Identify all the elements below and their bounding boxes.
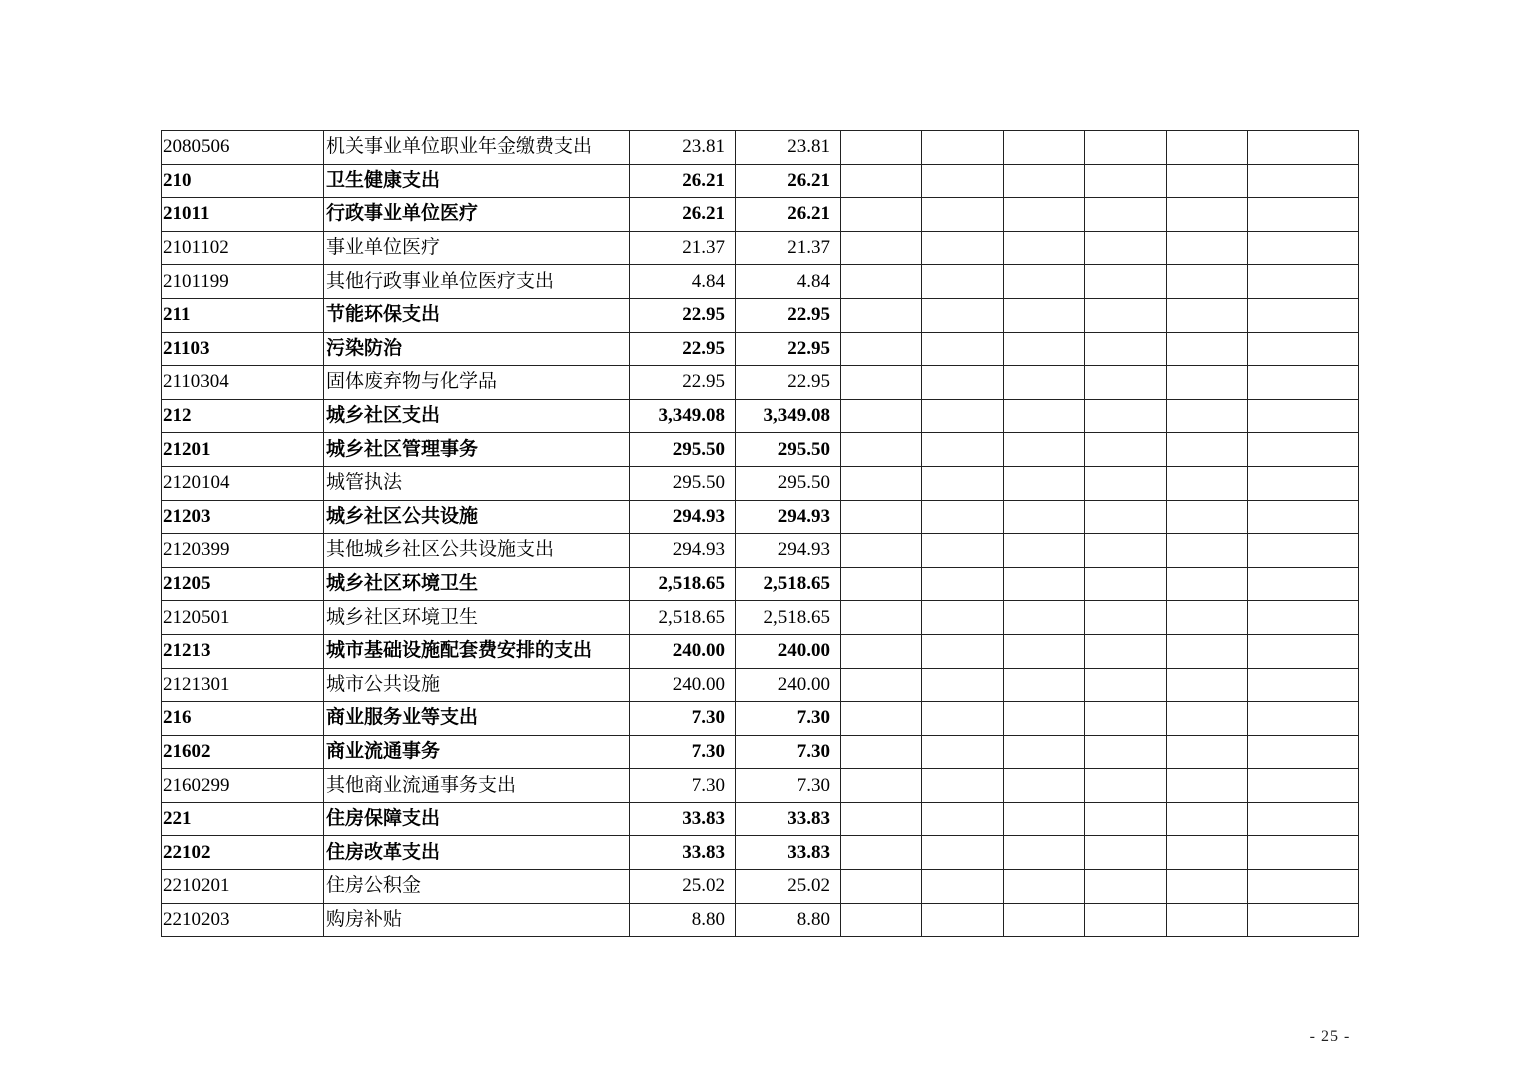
cell-basic-amount: 22.95 (736, 298, 841, 332)
cell-empty (841, 131, 922, 165)
cell-item-name: 城乡社区公共设施 (324, 500, 630, 534)
cell-total-amount: 26.21 (630, 164, 736, 198)
cell-empty (1085, 399, 1167, 433)
cell-empty (1248, 634, 1359, 668)
cell-function-code: 2210201 (162, 870, 324, 904)
cell-empty (1004, 399, 1085, 433)
table-body (162, 131, 1359, 937)
cell-item-name: 城乡社区环境卫生 (324, 601, 630, 635)
cell-total-amount: 294.93 (630, 534, 736, 568)
cell-empty (841, 265, 922, 299)
cell-empty (841, 634, 922, 668)
cell-empty (922, 231, 1004, 265)
cell-empty (1248, 500, 1359, 534)
cell-function-code: 2121301 (162, 668, 324, 702)
cell-total-amount: 294.93 (630, 500, 736, 534)
cell-empty (1167, 164, 1248, 198)
cell-empty (1167, 366, 1248, 400)
table-row (162, 601, 1359, 635)
cell-empty (1167, 332, 1248, 366)
cell-empty (1248, 399, 1359, 433)
cell-empty (1248, 198, 1359, 232)
cell-basic-amount: 295.50 (736, 466, 841, 500)
cell-empty (1248, 769, 1359, 803)
cell-item-name: 城市基础设施配套费安排的支出 (324, 634, 630, 668)
cell-empty (1004, 668, 1085, 702)
cell-empty (922, 634, 1004, 668)
table-row (162, 668, 1359, 702)
cell-function-code: 2101102 (162, 231, 324, 265)
cell-empty (1167, 769, 1248, 803)
cell-function-code: 21213 (162, 634, 324, 668)
cell-function-code: 2080506 (162, 131, 324, 165)
cell-total-amount: 26.21 (630, 198, 736, 232)
cell-basic-amount: 33.83 (736, 836, 841, 870)
table-row (162, 231, 1359, 265)
table-row (162, 399, 1359, 433)
cell-empty (1167, 198, 1248, 232)
cell-function-code: 2160299 (162, 769, 324, 803)
cell-empty (841, 466, 922, 500)
cell-empty (1085, 802, 1167, 836)
cell-basic-amount: 2,518.65 (736, 567, 841, 601)
cell-item-name: 商业流通事务 (324, 735, 630, 769)
cell-empty (922, 466, 1004, 500)
cell-empty (1167, 567, 1248, 601)
table-row (162, 836, 1359, 870)
cell-item-name: 住房改革支出 (324, 836, 630, 870)
cell-function-code: 2120501 (162, 601, 324, 635)
cell-empty (841, 433, 922, 467)
table-row (162, 500, 1359, 534)
budget-expenditure-table (161, 130, 1359, 937)
cell-total-amount: 295.50 (630, 433, 736, 467)
cell-item-name: 商业服务业等支出 (324, 702, 630, 736)
cell-empty (1248, 534, 1359, 568)
cell-empty (1085, 366, 1167, 400)
cell-item-name: 城乡社区环境卫生 (324, 567, 630, 601)
cell-empty (922, 198, 1004, 232)
cell-empty (1167, 131, 1248, 165)
cell-function-code: 21203 (162, 500, 324, 534)
cell-empty (1167, 433, 1248, 467)
cell-empty (1248, 601, 1359, 635)
cell-total-amount: 2,518.65 (630, 601, 736, 635)
cell-empty (1085, 332, 1167, 366)
cell-empty (841, 769, 922, 803)
cell-function-code: 2210203 (162, 903, 324, 937)
cell-item-name: 事业单位医疗 (324, 231, 630, 265)
cell-empty (841, 298, 922, 332)
cell-empty (1167, 903, 1248, 937)
cell-empty (1004, 567, 1085, 601)
cell-item-name: 城乡社区支出 (324, 399, 630, 433)
cell-empty (1085, 567, 1167, 601)
cell-empty (841, 231, 922, 265)
cell-empty (1004, 500, 1085, 534)
cell-empty (1248, 366, 1359, 400)
cell-empty (1004, 735, 1085, 769)
cell-empty (1248, 164, 1359, 198)
table-row (162, 903, 1359, 937)
table-row (162, 366, 1359, 400)
table-row (162, 433, 1359, 467)
cell-empty (1085, 231, 1167, 265)
cell-basic-amount: 22.95 (736, 366, 841, 400)
cell-function-code: 221 (162, 802, 324, 836)
cell-empty (1167, 601, 1248, 635)
cell-empty (1085, 870, 1167, 904)
cell-empty (1248, 903, 1359, 937)
cell-item-name: 城乡社区管理事务 (324, 433, 630, 467)
cell-total-amount: 7.30 (630, 769, 736, 803)
cell-empty (1085, 298, 1167, 332)
cell-empty (1085, 702, 1167, 736)
cell-total-amount: 33.83 (630, 836, 736, 870)
cell-empty (1085, 466, 1167, 500)
cell-empty (1167, 870, 1248, 904)
cell-empty (1248, 231, 1359, 265)
cell-basic-amount: 7.30 (736, 735, 841, 769)
cell-empty (841, 534, 922, 568)
cell-function-code: 212 (162, 399, 324, 433)
cell-empty (922, 399, 1004, 433)
cell-total-amount: 22.95 (630, 366, 736, 400)
cell-empty (1248, 870, 1359, 904)
cell-total-amount: 22.95 (630, 298, 736, 332)
cell-empty (1248, 735, 1359, 769)
cell-function-code: 21011 (162, 198, 324, 232)
cell-empty (1085, 164, 1167, 198)
cell-empty (1085, 198, 1167, 232)
table-row (162, 802, 1359, 836)
cell-empty (1248, 702, 1359, 736)
cell-total-amount: 240.00 (630, 634, 736, 668)
cell-empty (1004, 802, 1085, 836)
cell-empty (1085, 634, 1167, 668)
table-row (162, 567, 1359, 601)
cell-function-code: 211 (162, 298, 324, 332)
cell-total-amount: 33.83 (630, 802, 736, 836)
cell-item-name: 节能环保支出 (324, 298, 630, 332)
cell-empty (841, 802, 922, 836)
cell-empty (1004, 332, 1085, 366)
table-row (162, 466, 1359, 500)
cell-basic-amount: 7.30 (736, 702, 841, 736)
table-row (162, 265, 1359, 299)
cell-empty (1004, 198, 1085, 232)
cell-empty (1004, 702, 1085, 736)
cell-empty (1167, 802, 1248, 836)
table-row (162, 634, 1359, 668)
cell-function-code: 2120399 (162, 534, 324, 568)
cell-empty (922, 298, 1004, 332)
cell-empty (1167, 298, 1248, 332)
cell-item-name: 机关事业单位职业年金缴费支出 (324, 131, 630, 165)
cell-empty (1004, 534, 1085, 568)
cell-empty (1248, 298, 1359, 332)
cell-total-amount: 295.50 (630, 466, 736, 500)
cell-empty (922, 131, 1004, 165)
cell-empty (922, 903, 1004, 937)
cell-empty (922, 702, 1004, 736)
cell-item-name: 其他城乡社区公共设施支出 (324, 534, 630, 568)
cell-function-code: 21201 (162, 433, 324, 467)
table-row (162, 870, 1359, 904)
cell-empty (922, 836, 1004, 870)
table-row (162, 131, 1359, 165)
cell-empty (1167, 265, 1248, 299)
cell-empty (922, 668, 1004, 702)
cell-empty (1085, 601, 1167, 635)
cell-empty (1085, 534, 1167, 568)
cell-empty (1248, 433, 1359, 467)
cell-empty (1085, 668, 1167, 702)
cell-empty (1004, 131, 1085, 165)
table-row (162, 534, 1359, 568)
cell-total-amount: 240.00 (630, 668, 736, 702)
cell-basic-amount: 23.81 (736, 131, 841, 165)
page-number: - 25 - (1309, 1028, 1351, 1045)
cell-empty (1085, 735, 1167, 769)
cell-basic-amount: 26.21 (736, 198, 841, 232)
cell-empty (841, 668, 922, 702)
cell-empty (1248, 836, 1359, 870)
cell-empty (1004, 366, 1085, 400)
cell-empty (841, 567, 922, 601)
cell-empty (841, 198, 922, 232)
cell-empty (1004, 634, 1085, 668)
cell-total-amount: 2,518.65 (630, 567, 736, 601)
cell-item-name: 购房补贴 (324, 903, 630, 937)
cell-empty (922, 567, 1004, 601)
cell-empty (1248, 668, 1359, 702)
cell-basic-amount: 7.30 (736, 769, 841, 803)
cell-empty (841, 500, 922, 534)
cell-empty (922, 265, 1004, 299)
cell-total-amount: 3,349.08 (630, 399, 736, 433)
cell-empty (1167, 702, 1248, 736)
table-row (162, 769, 1359, 803)
cell-item-name: 城市公共设施 (324, 668, 630, 702)
cell-total-amount: 23.81 (630, 131, 736, 165)
cell-empty (922, 769, 1004, 803)
cell-empty (922, 735, 1004, 769)
cell-basic-amount: 4.84 (736, 265, 841, 299)
cell-empty (1085, 836, 1167, 870)
cell-empty (1085, 500, 1167, 534)
cell-item-name: 城管执法 (324, 466, 630, 500)
cell-empty (1167, 735, 1248, 769)
cell-empty (922, 332, 1004, 366)
cell-empty (1004, 433, 1085, 467)
cell-empty (1085, 265, 1167, 299)
cell-total-amount: 21.37 (630, 231, 736, 265)
cell-item-name: 卫生健康支出 (324, 164, 630, 198)
cell-empty (922, 366, 1004, 400)
cell-empty (1004, 466, 1085, 500)
cell-empty (1004, 601, 1085, 635)
cell-basic-amount: 294.93 (736, 500, 841, 534)
cell-empty (1004, 769, 1085, 803)
cell-basic-amount: 33.83 (736, 802, 841, 836)
cell-function-code: 21103 (162, 332, 324, 366)
cell-empty (841, 601, 922, 635)
cell-total-amount: 22.95 (630, 332, 736, 366)
cell-item-name: 住房公积金 (324, 870, 630, 904)
cell-empty (841, 870, 922, 904)
cell-empty (841, 836, 922, 870)
cell-empty (841, 366, 922, 400)
cell-function-code: 2110304 (162, 366, 324, 400)
cell-function-code: 2120104 (162, 466, 324, 500)
cell-basic-amount: 295.50 (736, 433, 841, 467)
cell-basic-amount: 25.02 (736, 870, 841, 904)
cell-basic-amount: 3,349.08 (736, 399, 841, 433)
cell-empty (1004, 231, 1085, 265)
cell-empty (1085, 131, 1167, 165)
cell-basic-amount: 240.00 (736, 634, 841, 668)
cell-empty (1004, 903, 1085, 937)
cell-function-code: 21205 (162, 567, 324, 601)
cell-empty (922, 870, 1004, 904)
cell-total-amount: 25.02 (630, 870, 736, 904)
cell-item-name: 污染防治 (324, 332, 630, 366)
table-row (162, 332, 1359, 366)
cell-empty (841, 164, 922, 198)
cell-total-amount: 4.84 (630, 265, 736, 299)
cell-item-name: 固体废弃物与化学品 (324, 366, 630, 400)
cell-total-amount: 7.30 (630, 702, 736, 736)
cell-empty (1167, 231, 1248, 265)
cell-function-code: 210 (162, 164, 324, 198)
cell-empty (1085, 903, 1167, 937)
table-row (162, 198, 1359, 232)
table-row (162, 298, 1359, 332)
cell-function-code: 21602 (162, 735, 324, 769)
cell-function-code: 216 (162, 702, 324, 736)
cell-basic-amount: 2,518.65 (736, 601, 841, 635)
cell-empty (841, 399, 922, 433)
cell-item-name: 住房保障支出 (324, 802, 630, 836)
cell-empty (841, 332, 922, 366)
table-row (162, 702, 1359, 736)
table-row (162, 735, 1359, 769)
cell-empty (1085, 433, 1167, 467)
cell-empty (1167, 534, 1248, 568)
cell-empty (922, 433, 1004, 467)
cell-empty (841, 903, 922, 937)
cell-empty (1167, 399, 1248, 433)
cell-basic-amount: 26.21 (736, 164, 841, 198)
cell-basic-amount: 22.95 (736, 332, 841, 366)
cell-empty (1004, 298, 1085, 332)
cell-empty (1167, 668, 1248, 702)
cell-basic-amount: 240.00 (736, 668, 841, 702)
cell-empty (1004, 265, 1085, 299)
cell-empty (1167, 836, 1248, 870)
cell-empty (1248, 265, 1359, 299)
table-row (162, 164, 1359, 198)
cell-empty (1167, 634, 1248, 668)
cell-empty (841, 702, 922, 736)
cell-empty (922, 500, 1004, 534)
cell-empty (841, 735, 922, 769)
cell-item-name: 其他行政事业单位医疗支出 (324, 265, 630, 299)
cell-basic-amount: 294.93 (736, 534, 841, 568)
cell-empty (922, 601, 1004, 635)
cell-function-code: 22102 (162, 836, 324, 870)
cell-empty (1167, 500, 1248, 534)
cell-empty (922, 534, 1004, 568)
cell-empty (1248, 466, 1359, 500)
cell-empty (1248, 567, 1359, 601)
cell-total-amount: 7.30 (630, 735, 736, 769)
cell-empty (1004, 164, 1085, 198)
cell-empty (1248, 131, 1359, 165)
cell-empty (1004, 870, 1085, 904)
cell-basic-amount: 21.37 (736, 231, 841, 265)
cell-empty (1248, 802, 1359, 836)
cell-empty (1167, 466, 1248, 500)
cell-empty (1085, 769, 1167, 803)
cell-total-amount: 8.80 (630, 903, 736, 937)
cell-empty (1248, 332, 1359, 366)
cell-item-name: 其他商业流通事务支出 (324, 769, 630, 803)
cell-empty (922, 802, 1004, 836)
cell-item-name: 行政事业单位医疗 (324, 198, 630, 232)
cell-empty (1004, 836, 1085, 870)
cell-basic-amount: 8.80 (736, 903, 841, 937)
cell-empty (922, 164, 1004, 198)
cell-function-code: 2101199 (162, 265, 324, 299)
